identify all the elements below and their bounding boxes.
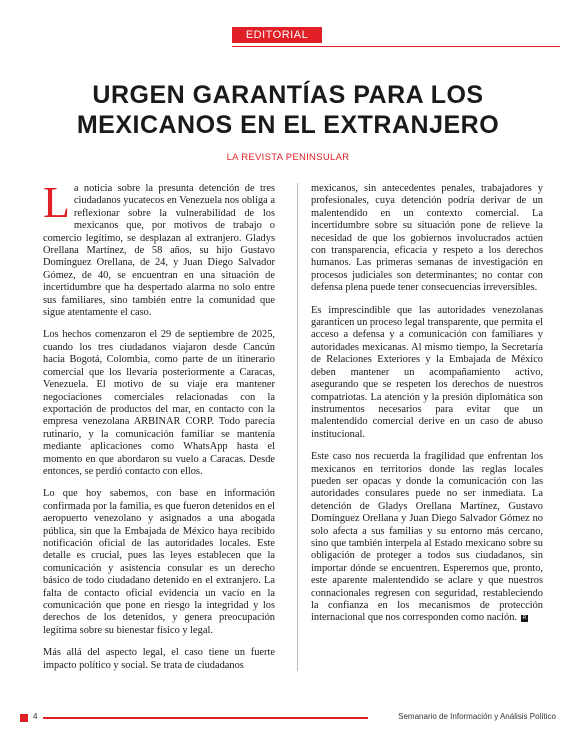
article-column-left [43,178,275,682]
end-of-article-icon: R [522,614,527,621]
publication-name: Semanario de Información y Análisis Político [398,712,556,721]
page-number: 4 [33,712,38,721]
drop-cap: L [43,178,70,227]
article-column-right [311,183,543,635]
paragraph: Más allá del aspecto legal, el caso tiene un fuerte impacto político y social. Se trata de ciudadanos [43,647,275,671]
header-rule [232,46,560,47]
title-line-1: URGEN GARANTÍAS PARA LOS [92,81,484,109]
author-byline: LA REVISTA PENINSULAR [226,152,350,163]
footer-rule [43,717,368,719]
column-divider [297,183,298,671]
paragraph: Es imprescindible que las autoridades venezolanas garanticen un proceso legal transparente, que permita el acceso a defensa y a comunicación con familiares y autoridades mexicanas. Al mismo tiempo, la Secretaría de Relaciones Exteriores y la Embajada de México deben mantener un acompañamiento activo, asegurando que se respeten los derechos de nuestros compatriotas. La atención y la presión diplomática son instrumentos necesarios para evitar que un malentendido comercial derive en un caso de abuso institucional. [311,304,543,440]
paragraph: mexicanos, sin antecedentes penales, trabajadores y profesionales, cuya detención podría derivar de un malentendido en un contexto comercial. La incertidumbre sobre su situación pone de relieve la necesidad de que los gobiernos involucrados actúen con transparencia, eficacia y respeto a los derechos humanos. Las primeras semanas de investigación en procesos judiciales son determinantes; no contar con defensa plena puede tener consecuencias irreversibles. [311,183,543,294]
paragraph [43,178,275,319]
footer-square-icon [20,714,28,722]
paragraph: Lo que hoy sabemos, con base en información confirmada por la familia, es que fueron detenidos en el aeropuerto venezolano y asignados a una abogada pública, sin que la Embajada de México haya recibido notificación oficial de las autoridades locales. Este detalle es crucial, pues las leyes establecen que la comunicación y asistencia consular es un derecho básico de todo ciudadano detenido en el extranjero. La falta de contacto oficial evidencia un vacío en la comunicación que pone en riesgo la integridad y los derechos de los detenidos, y genera preocupación legítima sobre su bienestar físico y legal. [43,488,275,636]
article-title [20,80,556,140]
paragraph: Los hechos comenzaron el 29 de septiembre de 2025, cuando los tres ciudadanos viajaron desde Cancún hacia Bogotá, Colombia, como parte de un itinerario comercial que los llevaría posteriormente a Caracas, Venezuela. El motivo de su viaje era mantener negociaciones comerciales relacionadas con la exportación de productos del mar, en contacto con la empresa venezolana ARBINAR CORP. Todo parecía rutinario, y la comunicación familiar se mantenía mediante aplicaciones como WhatsApp hasta el momento en que abordaron su vuelo a Caracas. Desde entonces, se perdió contacto con ellos. [43,329,275,477]
paragraph [311,451,543,625]
title-line-2: MEXICANOS EN EL EXTRANJERO [76,111,500,139]
paragraph-text: a noticia sobre la presunta detención de tres ciudadanos yucatecos en Venezuela nos obliga a reflexionar sobre la vulnerabilidad de los mexicanos que, por motivos de trabajo o comercio legítimo, se desplazan al extranjero. Gladys Orellana Martínez, de 58 años, su hijo Gustavo Domínguez Orellana, de 24, y Juan Diego Salvador Gómez, de 40, se encuentran en una situación de incertidumbre que ha despertado alarma no solo entre sus familiares, sino también entre la comunidad que sigue atentamente el caso. [43,183,275,319]
paragraph-text: Este caso nos recuerda la fragilidad que enfrentan los mexicanos en territorios donde las reglas locales pueden ser opacas y donde la comunicación con las autoridades consulares puede no ser inmediata. La detención de Gladys Orellana Martínez, Gustavo Domínguez Orellana y Juan Diego Salvador Gómez no solo afecta a sus familias y su entorno más cercano, sino que también interpela al Estado mexicano sobre su obligación de proteger a todos sus ciudadanos, sin importar dónde se encuentren. Esperemos que, pronto, este aparente malentendido se aclare y que nuestros connacionales regresen con seguridad, restableciendo la confianza en los mecanismos de protección internacional que nos corresponden como nación. [311,451,543,624]
section-tag: EDITORIAL [232,27,322,43]
